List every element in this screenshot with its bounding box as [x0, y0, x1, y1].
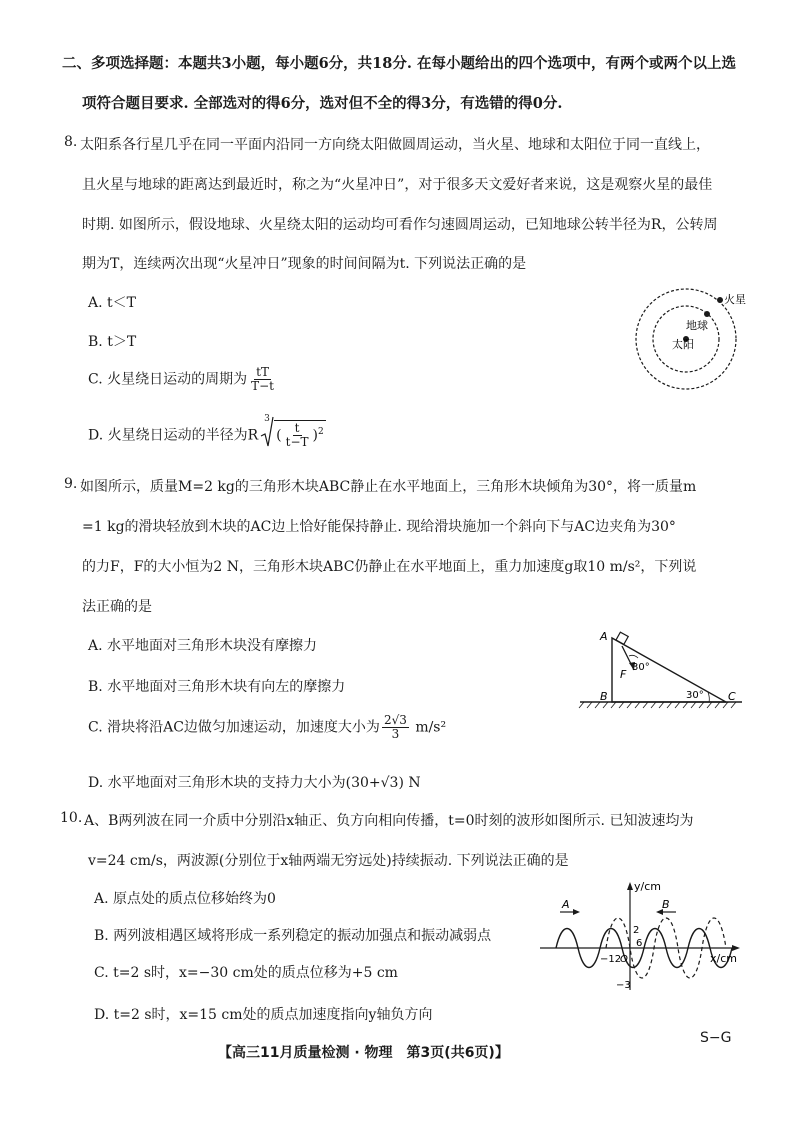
q9-option-b: B. 水平地面对三角形木块有向左的摩擦力: [88, 679, 346, 695]
vertex-c-label: C: [728, 690, 736, 703]
q8-orbit-figure: [628, 286, 748, 392]
q10-wave-figure: [536, 878, 746, 998]
q9-option-d: D. 水平地面对三角形木块的支持力大小为(30+√3) N: [88, 775, 421, 791]
x-axis-label: x/cm: [710, 952, 737, 965]
q9-option-c-text: C. 滑块将沿AC边做匀加速运动，加速度大小为: [88, 719, 380, 736]
q8-option-b: B. t＞T: [88, 334, 137, 350]
force-f-label: F: [620, 668, 627, 681]
q8-stem-line1: 太阳系各行星几乎在同一平面内沿同一方向绕太阳做圆周运动，当火星、地球和太阳位于同一直线上，: [80, 137, 710, 153]
vertex-b-label: B: [600, 690, 608, 703]
q9-option-a: A. 水平地面对三角形木块没有摩擦力: [88, 638, 318, 654]
origin-label: O: [620, 954, 628, 965]
q8-stem-line4: 期为T，连续两次出现“火星冲日”现象的时间间隔为t. 下列说法正确的是: [82, 256, 527, 272]
y-axis-label: y/cm: [634, 880, 661, 893]
earth-label: 地球: [686, 319, 708, 332]
page-code: S−G: [700, 1030, 732, 1046]
q10-option-a: A. 原点处的质点位移始终为0: [94, 891, 276, 907]
arrow-right-icon: [573, 909, 580, 915]
earth-dot: [704, 311, 710, 317]
page-footer: 【高三11月质量检测 · 物理 第3页(共6页)】: [218, 1045, 509, 1061]
sun-label: 太阳: [672, 338, 694, 351]
q8-option-c-fraction: $\frac{tT}{T-t}$: [251, 365, 275, 393]
q9-option-c: [88, 714, 446, 741]
q10-option-b: B. 两列波相遇区域将形成一系列稳定的振动加强点和振动减弱点: [94, 928, 492, 944]
q9-stem-line1: 如图所示，质量M=2 kg的三角形木块ABC静止在水平地面上，三角形木块倾角为30°，将一质量m: [80, 479, 697, 495]
q9-stem-line3: 的力F，F的大小恒为2 N，三角形木块ABC仍静止在水平地面上，重力加速度g取10 m/s²，下列说: [82, 559, 697, 575]
wave-a-label: A: [562, 898, 570, 911]
incline-angle-label: 30°: [686, 690, 704, 701]
q10-option-c: C. t=2 s时，x=−30 cm处的质点位移为+5 cm: [94, 965, 398, 981]
wave-b-label: B: [662, 898, 670, 911]
slider-block: [616, 632, 628, 644]
q9-incline-figure: [576, 626, 746, 714]
q8-stem-line3: 时期. 如图所示，假设地球、火星绕太阳的运动均可看作匀速圆周运动，已知地球公转半径为R，公转周: [82, 217, 718, 233]
q9-option-c-unit: m/s²: [415, 719, 447, 736]
q9-number: 9.: [64, 476, 78, 492]
q10-stem-line1: A、B两列波在同一介质中分别沿x轴正、负方向相向传播，t=0时刻的波形如图所示. 已知波速均为: [84, 813, 694, 829]
mars-dot: [717, 297, 723, 303]
vertex-a-label: A: [600, 630, 608, 643]
section-header-line1: 二、多项选择题：本题共3小题，每小题6分，共18分. 在每小题给出的四个选项中，有两个或两个以上选: [62, 55, 736, 72]
q8-stem-line2: 且火星与地球的距离达到最近时，称之为“火星冲日”，对于很多天文爱好者来说，这是观察火星的最佳: [82, 177, 713, 193]
q8-option-d-root: 3 ( $\frac{t}{t-T}$ )$^2$: [260, 420, 326, 449]
q10-stem-line2: v=24 cm/s，两波源(分别位于x轴两端无穷远处)持续振动. 下列说法正确的是: [88, 853, 569, 869]
q8-option-a: A. t＜T: [88, 295, 136, 311]
x-tick-6: 6: [636, 938, 643, 949]
q9-stem-line4: 法正确的是: [82, 599, 152, 615]
q9-option-c-fraction: $\frac{2√3}{3}$: [383, 713, 407, 741]
q8-option-d: [88, 414, 326, 456]
q9-stem-line2: =1 kg的滑块轻放到木块的AC边上恰好能保持静止. 现给滑块施加一个斜向下与AC边夹角为30°: [82, 519, 676, 535]
y-tick-2: 2: [633, 925, 640, 936]
q8-option-c: [88, 366, 278, 393]
q8-number: 8.: [64, 134, 78, 150]
force-angle-label: 30°: [632, 662, 650, 673]
radical-sign-icon: [260, 416, 274, 450]
y-tick-neg3: −3: [616, 980, 631, 991]
section-header-line2: 项符合题目要求. 全部选对的得6分，选对但不全的得3分，有选错的得0分.: [82, 95, 563, 112]
x-tick-neg12: −12: [600, 954, 622, 965]
q10-number: 10.: [60, 810, 83, 826]
mars-label: 火星: [724, 293, 746, 306]
triangle-block: [612, 638, 726, 702]
q8-option-d-text: D. 火星绕日运动的半径为R: [88, 427, 259, 444]
q8-option-c-text: C. 火星绕日运动的周期为: [88, 371, 248, 388]
q10-option-d: D. t=2 s时，x=15 cm处的质点加速度指向y轴负方向: [94, 1007, 433, 1023]
